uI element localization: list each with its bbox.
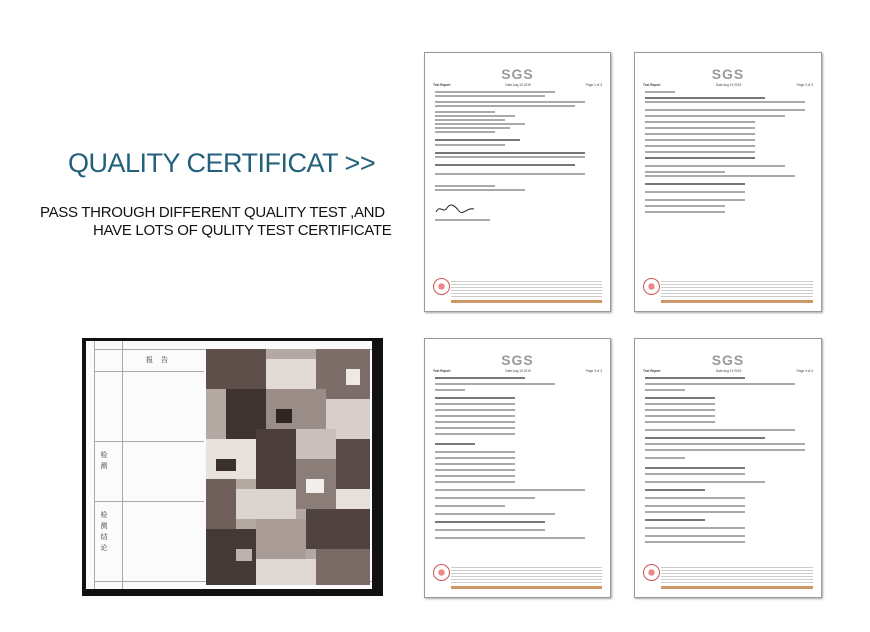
certificate-title: 报告: [146, 357, 176, 364]
stamp-seal-icon: [433, 278, 450, 295]
test-report-page-4: [634, 338, 822, 598]
signature: [435, 203, 475, 215]
stamp-seal-icon: [433, 564, 450, 581]
test-report-page-3: [424, 338, 611, 598]
report-header: Test Report Date Aug 19 2019 Page 4 of 4: [643, 369, 813, 373]
section-heading: QUALITY CERTIFICAT >>: [68, 148, 376, 178]
subtitle-line-1: PASS THROUGH DIFFERENT QUALITY TEST ,AND: [40, 204, 385, 221]
stamp-seal-icon: [643, 564, 660, 581]
test-report-page-2: [634, 52, 822, 312]
certificate-page: [86, 341, 372, 589]
report-header: Test Report Date Aug 19 2019 Page 3 of 3: [433, 369, 602, 373]
camouflage-fabric-sample: [206, 349, 370, 585]
certificate-label-1: 检测: [100, 451, 107, 473]
report-header: Test Report Date Aug 19 2019 Page 1 of 3: [433, 83, 602, 87]
stamp-seal-icon: [643, 278, 660, 295]
sgs-logo: SGS: [501, 66, 534, 82]
certificate-label-2: 检测结论: [100, 511, 107, 555]
report-header: Test Report Date Aug 19 2019 Page 2 of 3: [643, 83, 813, 87]
sgs-logo: SGS: [711, 352, 745, 368]
sgs-logo: SGS: [501, 352, 534, 368]
sgs-logo: SGS: [711, 66, 745, 82]
fabric-certificate-scan: [82, 338, 383, 596]
subtitle-line-2: HAVE LOTS OF QULITY TEST CERTIFICATE: [93, 222, 392, 239]
test-report-page-1: [424, 52, 611, 312]
